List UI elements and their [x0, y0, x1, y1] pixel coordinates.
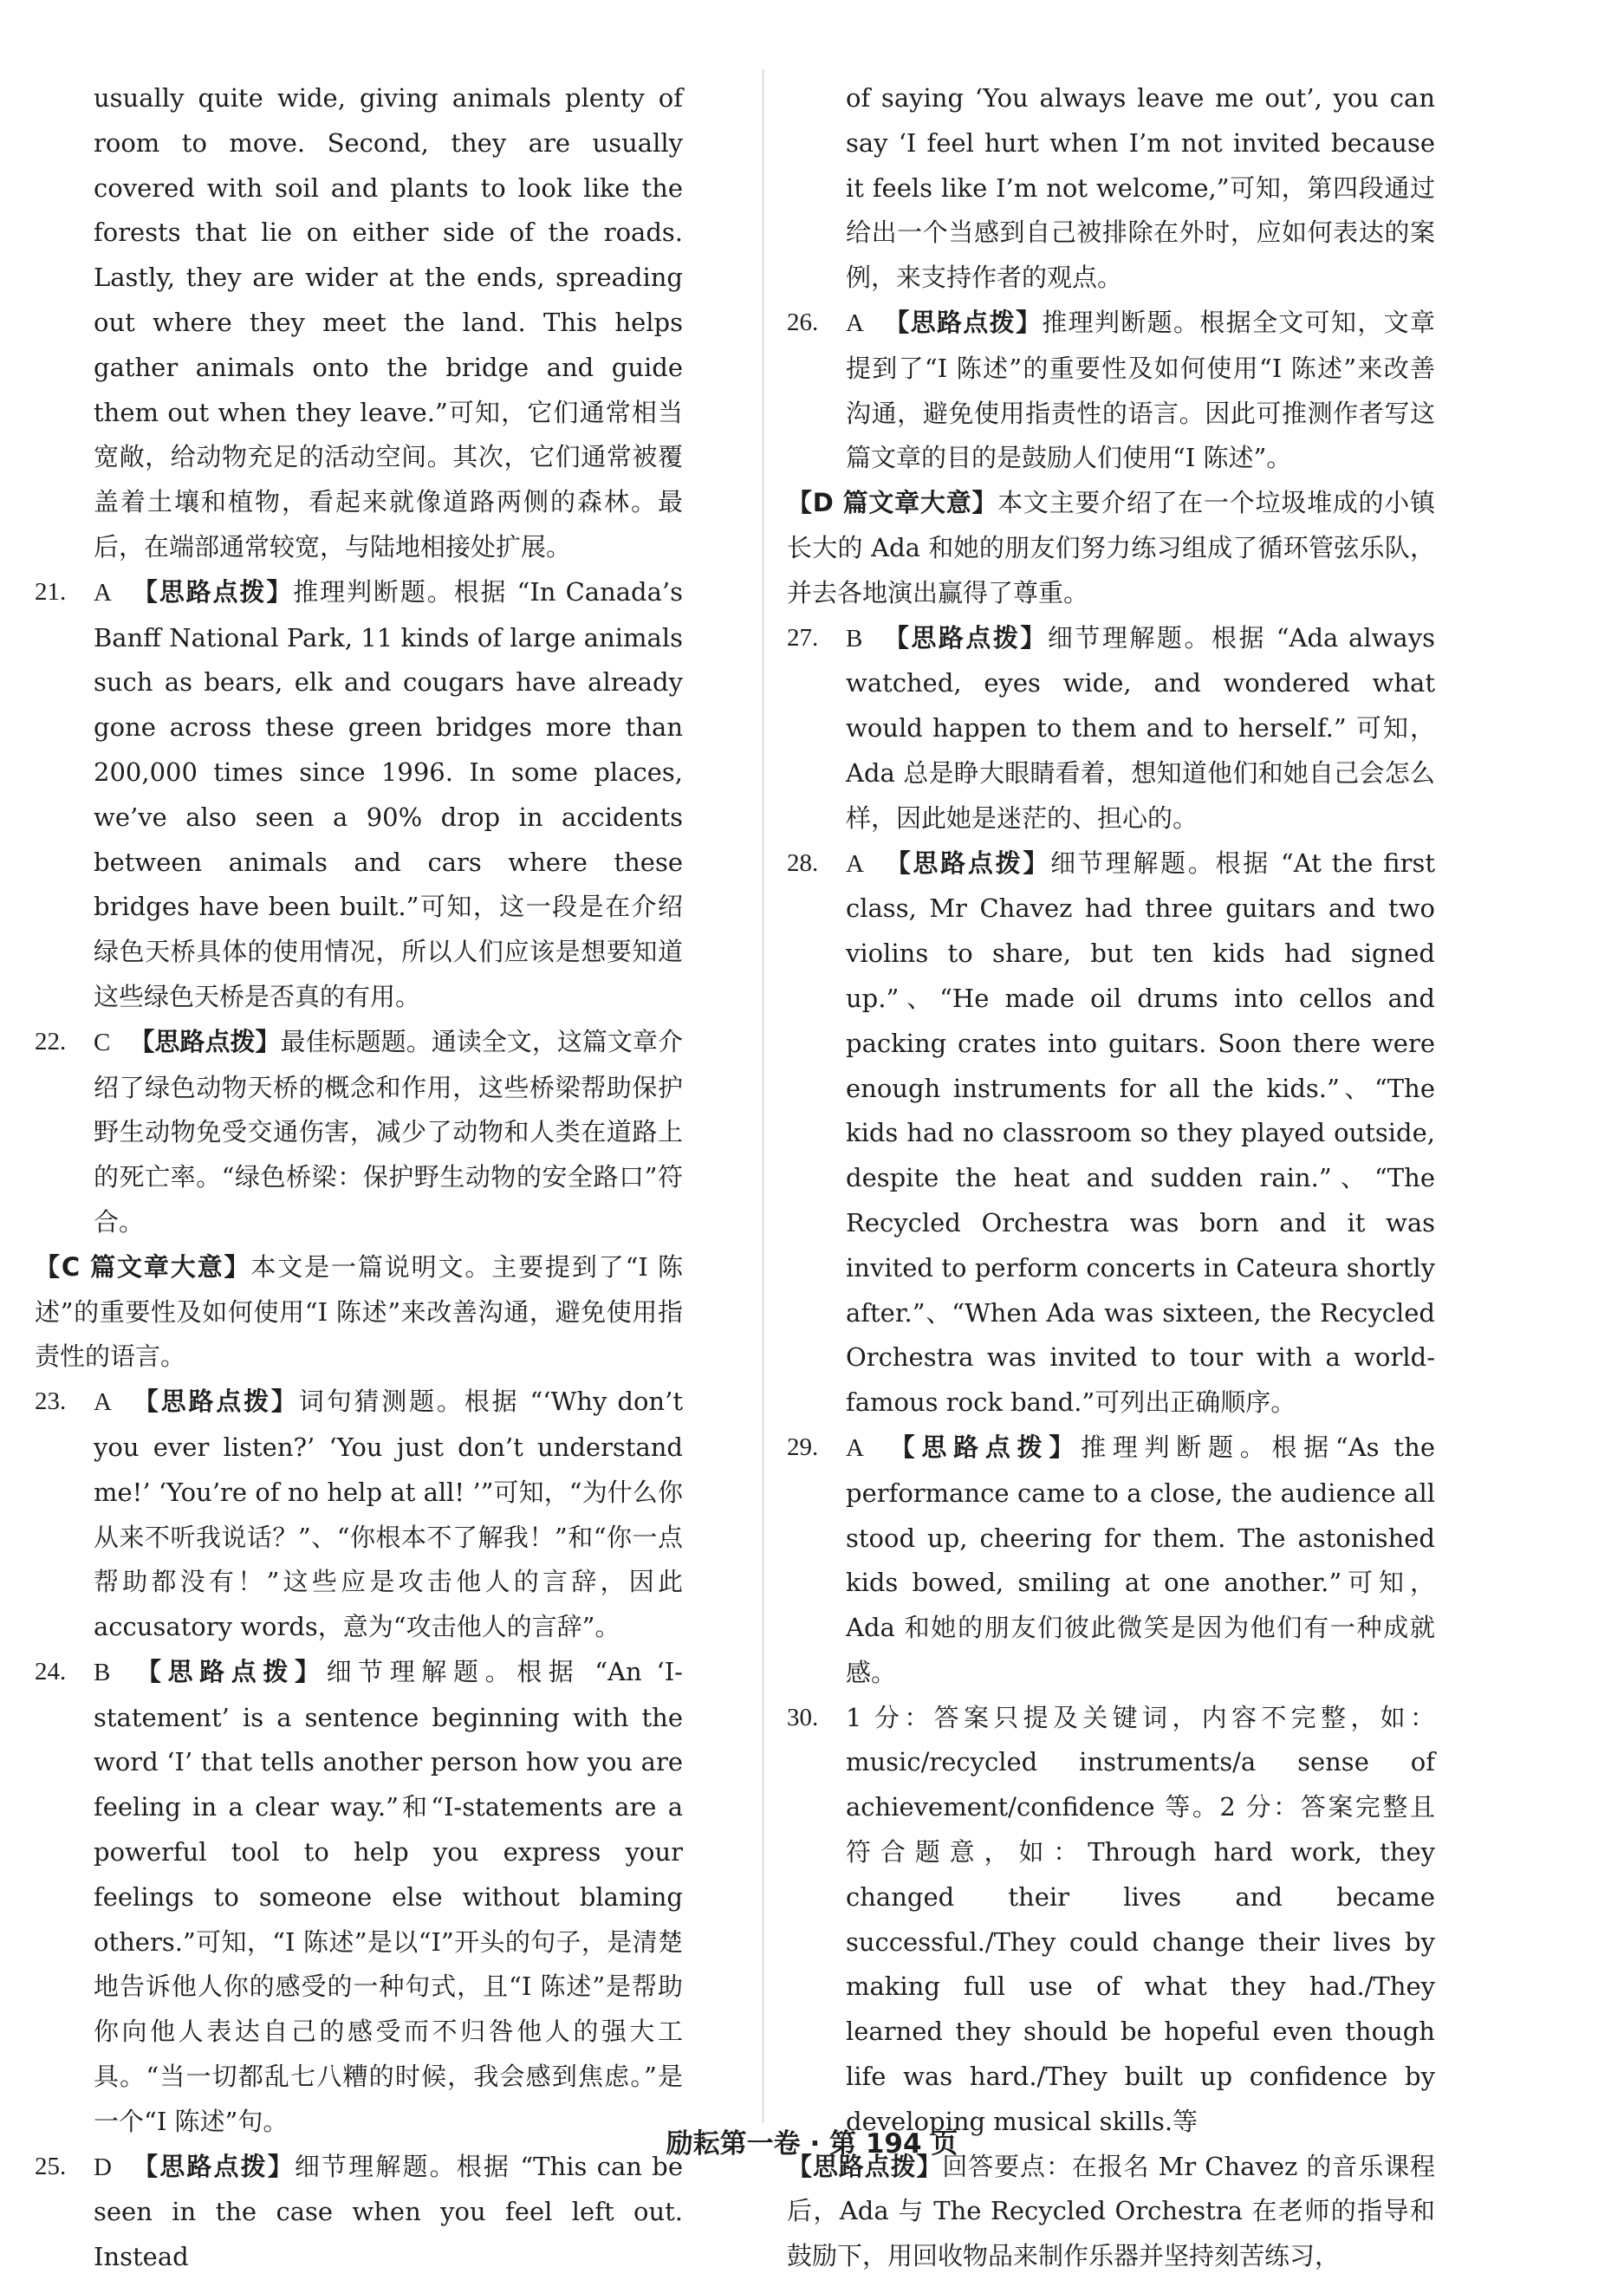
question-number: 21.	[35, 577, 67, 606]
answer-letter: B	[94, 1658, 111, 1686]
q25-continuation: of saying ‘You always leave me out’, you can say ‘I feel hurt when I’m not invited because it feels like I’m not welcome,”可知，第四段通过给出一个当感到自己被排除在外时，应如何表达的案例，来支持作者的观点。	[846, 83, 1435, 293]
answer-letter: C	[94, 1028, 111, 1056]
question-23	[35, 1380, 683, 1650]
q20-continuation: usually quite wide, giving animals plenty of room to move. Second, they are usually covered with soil and plants to look like the forests that lie on either side of the roads. Lastly, they are wider at the ends, spreading out where they meet the land. This helps gather animals onto the bridge and guide them out when they leave.”可知，它们通常相当宽敞，给动物充足的活动空间。其次，它们通常被覆盖着土壤和植物，看起来就像道路两侧的森林。最后，在端部通常较宽，与陆地相接处扩展。	[94, 83, 683, 562]
explanation-text: 细节理解题。根据 “This can be seen in the case when you feel left out. Instead	[94, 2151, 683, 2272]
hint-tag: 【思路点拨】	[130, 576, 294, 607]
answer-letter: A	[846, 1433, 864, 1462]
question-28	[787, 841, 1435, 1426]
section-summary-text: 本文主要介绍了在一个垃圾堆成的小镇长大的 Ada 和她的朋友们努力练习组成了循环管弦乐队，并去各地演出赢得了尊重。	[787, 488, 1435, 607]
right-column	[787, 76, 1435, 2279]
question-26	[787, 301, 1435, 481]
section-d-summary	[787, 481, 1435, 615]
explanation-text: 词句猜测题。根据 “‘Why don’t you ever listen?’ ‘You just don’t understand me!’ ‘You’re of no help at all! ’”可知，“为什么你从来不听我说话？”、“你根本不了解我！”和“你一点帮助都没有！”这些应是攻击他人的言辞，因此 accusatory words，意为“攻击他人的言辞”。	[94, 1387, 683, 1642]
question-number: 24.	[35, 1657, 67, 1686]
answer-letter: A	[94, 578, 112, 607]
explanation-text: 推理判断题。根据全文可知，文章提到了“I 陈述”的重要性及如何使用“I 陈述”来改善沟通，避免使用指责性的语言。因此可推测作者写这篇文章的目的是鼓励人们使用“I 陈述”。	[846, 307, 1435, 473]
question-number: 26.	[787, 308, 819, 336]
explanation-text: 推理判断题。根据 “In Canada’s Banff National Park, 11 kinds of large animals such as bears, elk and cougars have already gone across these green bridges more than 200,000 times since 1996. In some places, we’ve also seen a 90% drop in accidents between animals and cars where these bridges have been built.”可知，这一段是在介绍绿色天桥具体的使用情况，所以人们应该是想要知道这些绿色天桥是否真的有用。	[94, 576, 683, 1011]
explanation-text: 细节理解题。根据 “An ‘I-statement’ is a sentence beginning with the word ‘I’ that tells another person how you are feeling in a clear way.”和“I-statements are a powerful tool to help you express your feelings to someone else without blaming others.”可知，“I 陈述”是以“I”开头的句子，是清楚地告诉他人你的感受的一种句式，且“I 陈述”是帮助你向他人表达自己的感受而不归咎他人的强大工具。“当一切都乱七八糟的时候，我会感到焦虑。”是一个“I 陈述”句。	[94, 1656, 683, 2136]
answer-letter: D	[94, 2153, 112, 2181]
hint-tag: 【思路点拨】	[882, 1432, 1082, 1462]
question-number: 29.	[787, 1432, 819, 1461]
section-summary-text: 本文是一篇说明文。主要提到了“I 陈述”的重要性及如何使用“I 陈述”来改善沟通，避免使用指责性的语言。	[35, 1251, 683, 1372]
explanation-text: 推理判断题。根据“As the performance came to a close, the audience all stood up, cheering for them. The astonished kids bowed, smiling at one another.”可知，Ada 和她的朋友们彼此微笑是因为他们有一种成就感。	[846, 1432, 1435, 1687]
hint-tag: 【思路点拨】	[130, 1387, 299, 1417]
question-30-hint	[787, 2145, 1435, 2279]
question-22	[35, 1020, 683, 1245]
answer-letter: A	[846, 309, 864, 337]
explanation-text: 细节理解题。根据 “At the first class, Mr Chavez had three guitars and two violins to share, but ten kids had signed up.”、“He made oil drums into cellos and packing crates into guitars. Soon there were enough instruments for all the kids.”、“The kids had no classroom so they played outside, despite the heat and sudden rain.”、“The Recycled Orchestra was born and it was invited to perform concerts in Cateura shortly after.”、“When Ada was sixteen, the Recycled Orchestra was invited to tour with a world-famous rock band.”可列出正确顺序。	[846, 848, 1435, 1418]
question-21	[35, 570, 683, 1020]
question-number: 27.	[787, 623, 819, 652]
hint-tag: 【思路点拨】	[881, 622, 1048, 653]
hint-text: 回答要点：在报名 Mr Chavez 的音乐课程后，Ada 与 The Recycled Orchestra 在老师的指导和鼓励下，用回收物品来制作乐器并坚持刻苦练习，	[787, 2151, 1435, 2271]
question-30	[787, 1696, 1435, 2145]
question-25	[35, 2145, 683, 2280]
question-number: 25.	[35, 2152, 67, 2180]
question-number: 30.	[787, 1703, 819, 1731]
explanation-text: 1 分：答案只提及关键词，内容不完整，如：music/recycled instruments/a sense of achievement/confidence 等。2 分：答案完整且符合题意，如：Through hard work, they changed their lives and became successful./They could change their lives by making full use of what they had./They learned they should be hopeful even though life was hard./They built up confidence by developing musical skills.等	[846, 1702, 1435, 2136]
explanation-text: 细节理解题。根据 “Ada always watched, eyes wide, and wondered what would happen to them and to herself.” 可知，Ada 总是睁大眼睛看着，想知道他们和她自己会怎么样，因此她是迷茫的、担心的。	[846, 622, 1435, 833]
question-27	[787, 616, 1435, 841]
question-number: 23.	[35, 1387, 67, 1416]
section-c-summary	[35, 1245, 683, 1380]
answer-letter: A	[846, 849, 864, 878]
page-footer: 励耘第一卷 · 第 194 页	[666, 2128, 958, 2160]
hint-tag: 【思路点拨】	[130, 2151, 295, 2181]
question-24	[35, 1650, 683, 2145]
answer-letter: B	[846, 624, 863, 653]
hint-tag: 【思路点拨】	[129, 1026, 281, 1056]
question-number: 28.	[787, 848, 819, 877]
left-column	[35, 76, 683, 2280]
hint-tag: 【思路点拨】	[882, 307, 1043, 337]
hint-tag: 【思路点拨】	[787, 2151, 943, 2181]
section-tag: 【D 篇文章大意】	[787, 488, 998, 518]
question-29	[787, 1426, 1435, 1696]
hint-tag: 【思路点拨】	[882, 848, 1051, 878]
explanation-text: 最佳标题题。通读全文，这篇文章介绍了绿色动物天桥的概念和作用，这些桥梁帮助保护野生动物免受交通伤害，减少了动物和人类在道路上的死亡率。“绿色桥梁：保护野生动物的安全路口”符合。	[94, 1026, 683, 1237]
section-tag: 【C 篇文章大意】	[35, 1251, 251, 1282]
hint-tag: 【思路点拨】	[129, 1656, 327, 1686]
answer-letter: A	[94, 1388, 112, 1417]
question-number: 22.	[35, 1027, 67, 1056]
